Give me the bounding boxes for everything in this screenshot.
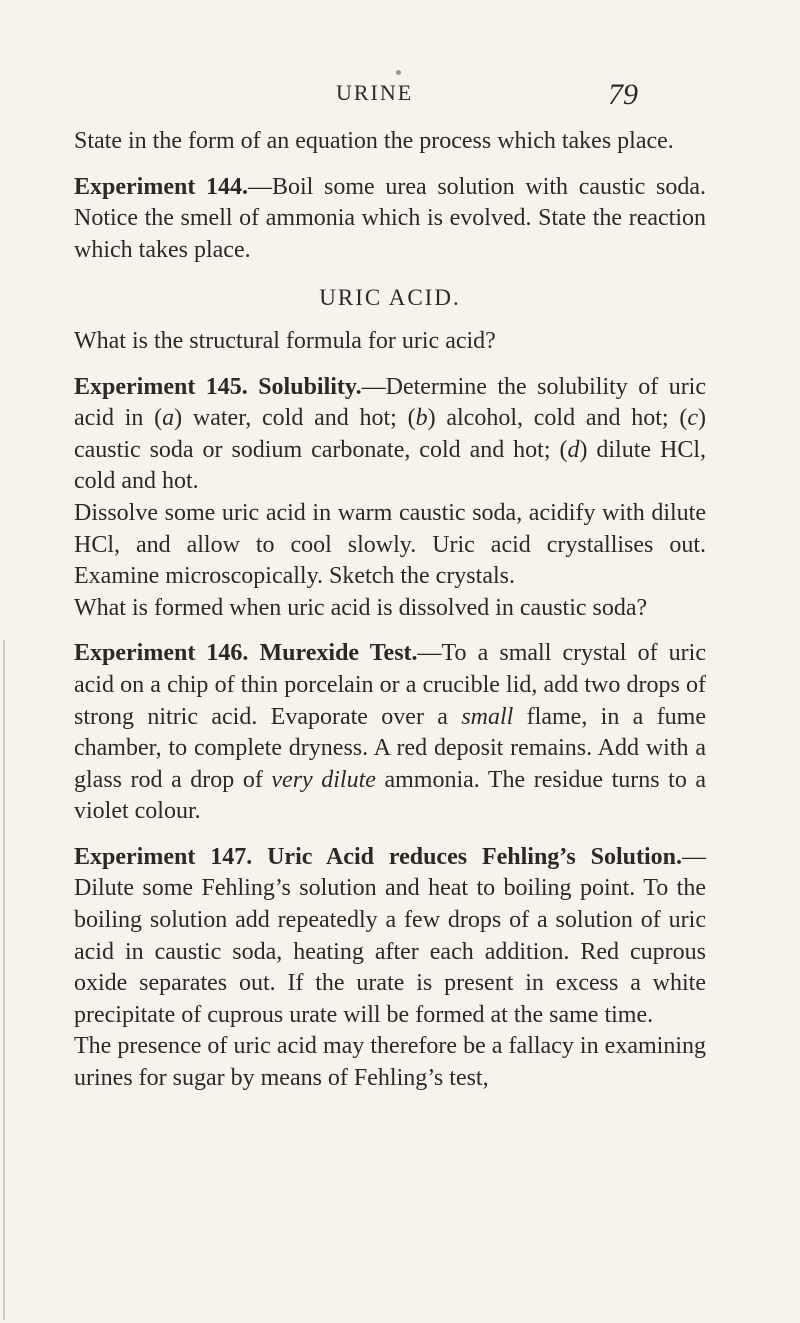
item-a: a: [162, 405, 175, 432]
experiment-145-heading: Experiment 145. Solubility.: [74, 373, 362, 400]
section-heading-uric-acid: URIC ACID.: [319, 285, 461, 311]
experiment-147: [74, 842, 706, 1032]
item-c: c: [687, 405, 698, 432]
experiment-145-text: ) alcohol, cold and hot; (: [427, 405, 688, 432]
page-body: [74, 126, 706, 1095]
experiment-147-text: —Dilute some Fehling’s solution and heat to boiling point. To the boiling solution add repeatedly a few drops of a solution of uric acid in caustic soda, heating after each addition. Red cuprous oxide separates out. If the urate is present in excess a white precipitate of cuprous urate will be formed at the same time.: [74, 843, 706, 1028]
page-header: [0, 80, 800, 120]
paragraph-dissolve: Dissolve some uric acid in warm caustic soda, acidify with dilute HCl, and allow to cool slowly. Uric acid crystallises out. Examine microscopically. Sketch the crystals.: [74, 499, 706, 590]
running-head: URINE: [336, 80, 414, 105]
experiment-144-heading: Experiment 144.: [74, 173, 248, 200]
experiment-146-heading: Experiment 146. Murexide Test.: [74, 640, 418, 667]
emphasis-very-dilute: very dilute: [271, 766, 376, 793]
experiment-145-text: ) caustic soda or sodium carbonate, cold and hot; (: [74, 405, 706, 463]
experiment-146-text: flame, in a fume chamber, to complete dryness. A red deposit remains. Add with a glass rod a drop of: [74, 703, 706, 793]
experiment-145-text: ) dilute HCl, cold and hot.: [74, 436, 707, 495]
experiment-146-text: ammonia. The residue turns to a violet colour.: [74, 766, 707, 825]
item-b: b: [415, 405, 428, 432]
print-speck: [396, 70, 401, 75]
paragraph-fallacy: The presence of uric acid may therefore be a fallacy in examining urines for sugar by means of Fehling’s test,: [74, 1033, 706, 1092]
page-number: 79: [608, 78, 638, 111]
item-d: d: [567, 436, 580, 463]
experiment-147-heading: Experiment 147. Uric Acid reduces Fehling’s Solution.: [74, 843, 682, 870]
experiment-146-text: —To a small crystal of uric acid on a chip of thin porcelain or a crucible lid, add two drops of strong nitric acid. Evaporate over a: [74, 640, 706, 730]
question-structural-formula: What is the structural formula for uric acid?: [74, 327, 496, 354]
paragraph-equation-question: State in the form of an equation the process which takes place.: [74, 128, 674, 154]
experiment-144-text: —Boil some urea solution with caustic soda. Notice the smell of ammonia which is evolved. State the reaction which takes place.: [74, 173, 707, 263]
experiment-146: [74, 638, 706, 828]
page-edge-shadow: [3, 640, 5, 1320]
experiment-144: [74, 172, 706, 267]
question-caustic-soda: What is formed when uric acid is dissolved in caustic soda?: [74, 594, 648, 621]
experiment-145-text: —Determine the solubility of uric acid in (: [74, 373, 707, 432]
experiment-145: [74, 372, 706, 498]
experiment-145-text: ) water, cold and hot; (: [174, 405, 416, 432]
emphasis-small: small: [461, 703, 514, 730]
